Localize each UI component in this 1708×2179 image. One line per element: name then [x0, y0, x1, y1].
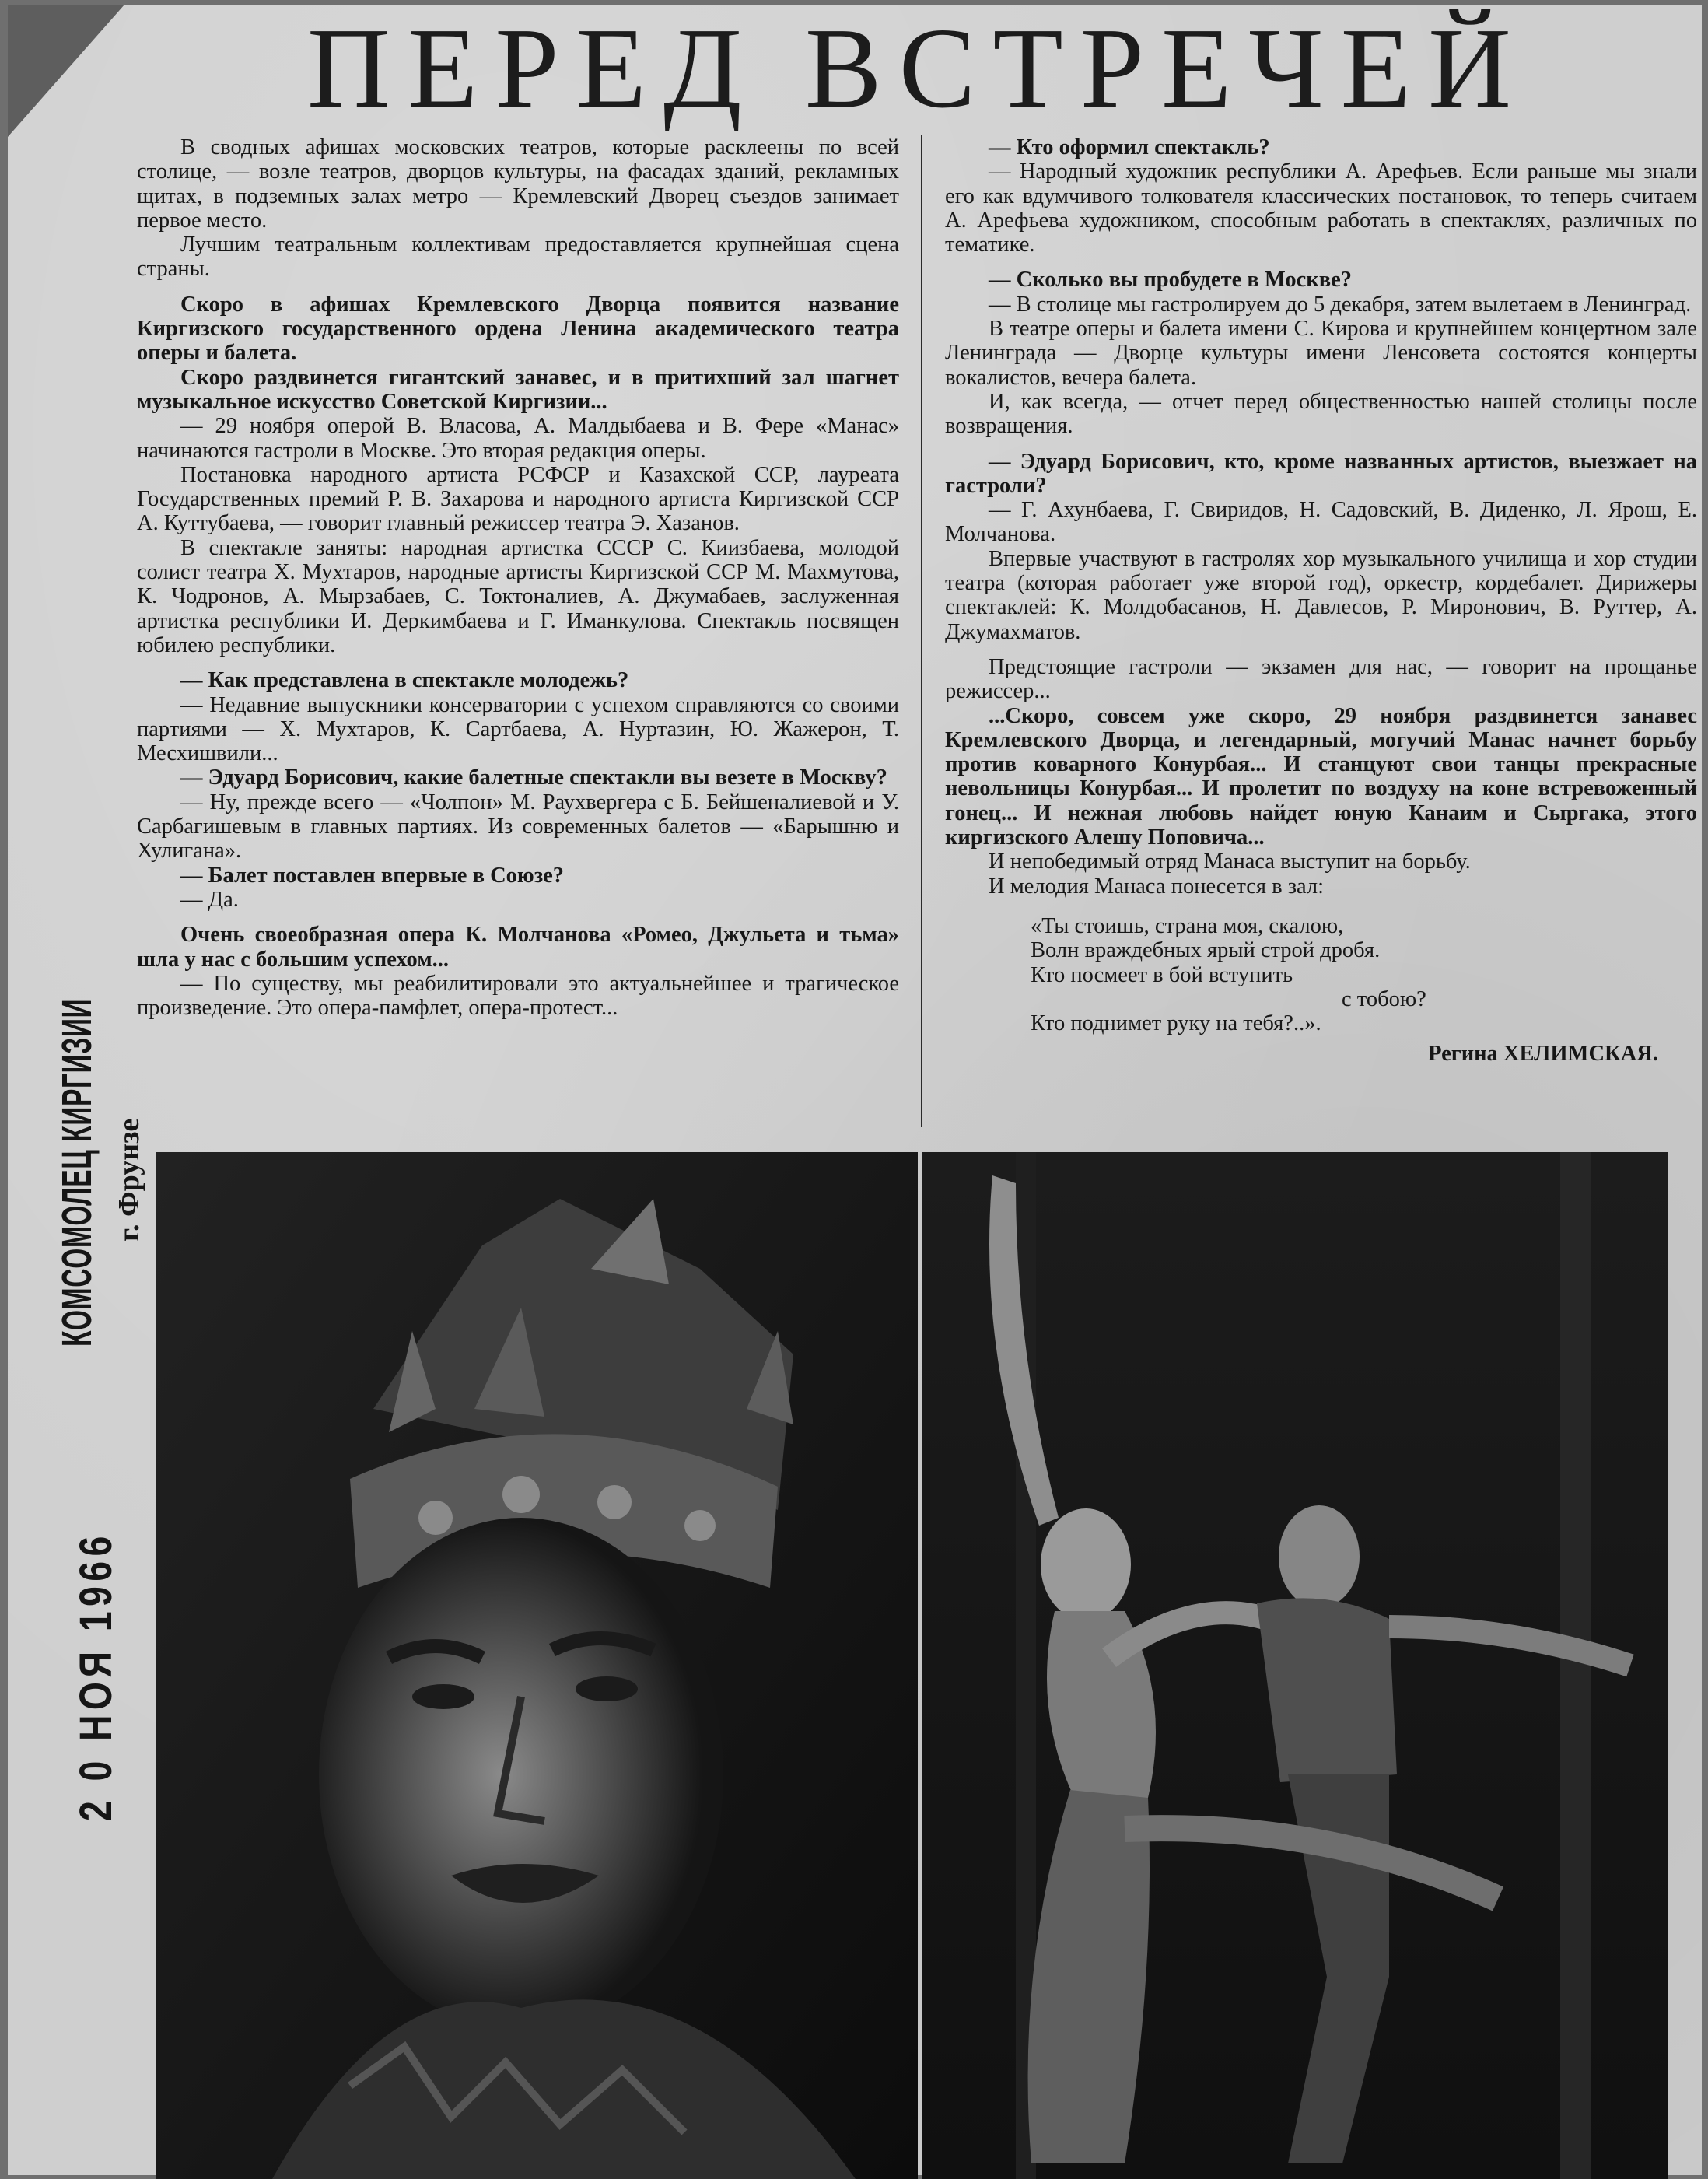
verse-line: с тобою? — [1342, 986, 1426, 1011]
answer: — По существу, мы реабилитировали это актуальнейшее и трагическое произведение. Это опера-памфлет, опера-протест... — [137, 971, 899, 1021]
paragraph: И мелодия Манаса понесется в зал: — [989, 874, 1325, 899]
paragraph: В спектакле заняты: народная артистка СССР С. Киизбаева, молодой солист театра Х. Мухтаров, народные артисты Киргизской ССР М. Махмутова, К. Чодронов, А. Мырзабаев, С. Токтоналиев, А. Джумабаев, заслуженная артистка республики И. Деркимбаева и Г. Иманкулова. Спектакль посвящен юбилею республики. — [137, 535, 899, 657]
paragraph: Предстоящие гастроли — экзамен для нас, — говорит на прощанье режиссер... — [945, 654, 1697, 704]
question: — Эдуард Борисович, какие балетные спектакли вы везете в Москву? — [180, 765, 887, 790]
question: — Эдуард Борисович, кто, кроме названных артистов, выезжает на гастроли? — [945, 449, 1697, 498]
verse-line: Кто поднимет руку на тебя?..». — [1031, 1011, 1321, 1036]
answer: — Г. Ахунбаева, Г. Свиридов, Н. Садовский, В. Диденко, Л. Ярош, Е. Молчанова. — [945, 498, 1697, 547]
question: — Сколько вы пробудете в Москве? — [989, 268, 1353, 293]
answer: — Ну, прежде всего — «Чолпон» М. Раухвергера с Б. Бейшеналиевой и У. Сарбагишевым в главных партиях. Из современных балетов — «Барышню и Хулигана». — [137, 790, 899, 864]
verse-line: «Ты стоишь, страна моя, скалою, — [1031, 913, 1344, 938]
photo-ballet-scene — [922, 1152, 1668, 2179]
torn-corner — [8, 5, 124, 137]
article-column-left — [137, 135, 899, 1020]
paragraph: Лучшим театральным коллективам предоставляется крупнейшая сцена страны. — [137, 233, 899, 282]
answer: — Народный художник республики А. Арефьев. Если раньше мы знали его как вдумчивого толкователя классических постановок, то теперь считаем А. Арефьева художником, способным работать в спектаклях, различных по тематике. — [945, 159, 1697, 257]
answer: — Недавние выпускники консерватории с успехом справляются со своими партиями — Х. Мухтаров, К. Сартбаева, А. Нуртазин, Ю. Жажерон, Т. Месхишвили... — [137, 692, 899, 766]
question: Очень своеобразная опера К. Молчанова «Ромео, Джульета и тьма» шла у нас с большим успехом... — [137, 923, 899, 972]
column-divider — [921, 135, 922, 1127]
verse-line: Кто посмеет в бой вступить — [1031, 962, 1293, 987]
paragraph: И, как всегда, — отчет перед общественностью нашей столицы после возвращения. — [945, 389, 1697, 439]
author-signature: Регина ХЕЛИМСКАЯ. — [1428, 1042, 1658, 1067]
answer: — В столице мы гастролируем до 5 декабря, затем вылетаем в Ленинград. — [989, 292, 1692, 317]
date-stamp: 2 0 НОЯ 1966 — [71, 1531, 121, 1821]
newspaper-clipping — [8, 5, 1702, 2175]
verse — [1031, 914, 1697, 1035]
ballet-scene-image — [922, 1152, 1668, 2179]
city-stamp: г. Фрунзе — [113, 1118, 145, 1242]
paragraph: — 29 ноября оперой В. Власова, А. Малдыбаева и В. Фере «Манас» начинаются гастроли в Москве. Это вторая редакция оперы. — [137, 414, 899, 463]
question: — Кто оформил спектакль? — [989, 135, 1270, 159]
paragraph: Постановка народного артиста РСФСР и Казахской ССР, лауреата Государственных премий Р. В. Захарова и народного артиста Киргизской ССР А. Куттубаева, — говорит главный режиссер театра Э. Хазанов. — [137, 462, 899, 536]
paragraph: В сводных афишах московских театров, которые расклеены по всей столице, — возле театров, дворцов культуры, на фасадах зданий, рекламных щитах, в подземных залах метро — Кремлевский Дворец съездов занимает первое место. — [137, 135, 899, 233]
paragraph-bold: Скоро раздвинется гигантский занавес, и в притихший зал шагнет музыкальное искусство Советской Киргизии... — [137, 365, 899, 414]
answer: — Да. — [180, 887, 239, 912]
question: — Балет поставлен впервые в Союзе? — [180, 863, 565, 888]
paragraph-bold: Скоро в афишах Кремлевского Дворца появится название Киргизского государственного ордена Ленина академического театра оперы и балета. — [137, 292, 899, 366]
manas-portrait-image — [156, 1152, 918, 2179]
question: — Как представлена в спектакле молодежь? — [180, 668, 629, 693]
article-column-right — [945, 135, 1697, 1067]
newspaper-name-stamp: КОМСОМОЛЕЦ КИРГИЗИИ — [54, 998, 100, 1347]
verse-line: Волн враждебных ярый строй дробя. — [1031, 938, 1381, 963]
paragraph: В театре оперы и балета имени С. Кирова и крупнейшем концертном зале Ленинграда — Дворце культуры имени Ленсовета состоятся концерты вокалистов, вечера балета. — [945, 317, 1697, 390]
paragraph: Впервые участвуют в гастролях хор музыкального училища и хор студии театра (которая работает уже второй год), оркестр, кордебалет. Дирижеры спектаклей: К. Молдобасанов, Н. Давлесов, Р. Миронович, В. Руттер, А. Джумахматов. — [945, 546, 1697, 644]
photo-manas-portrait — [156, 1152, 918, 2179]
headline: ПЕРЕД ВСТРЕЧЕЙ — [307, 5, 1528, 132]
paragraph: И непобедимый отряд Манаса выступит на борьбу. — [989, 850, 1471, 874]
paragraph-bold: ...Скоро, совсем уже скоро, 29 ноября раздвинется занавес Кремлевского Дворца, и легендарный, могучий Манас начнет борьбу против коварного Конурбая... И станцуют свои танцы прекрасные невольницы Конурбая... И пролетит по воздуху на коне встревоженный гонец... И нежная любовь найдет юную Канаим и Сыргака, этого киргизского Алешу Поповича... — [945, 703, 1697, 850]
